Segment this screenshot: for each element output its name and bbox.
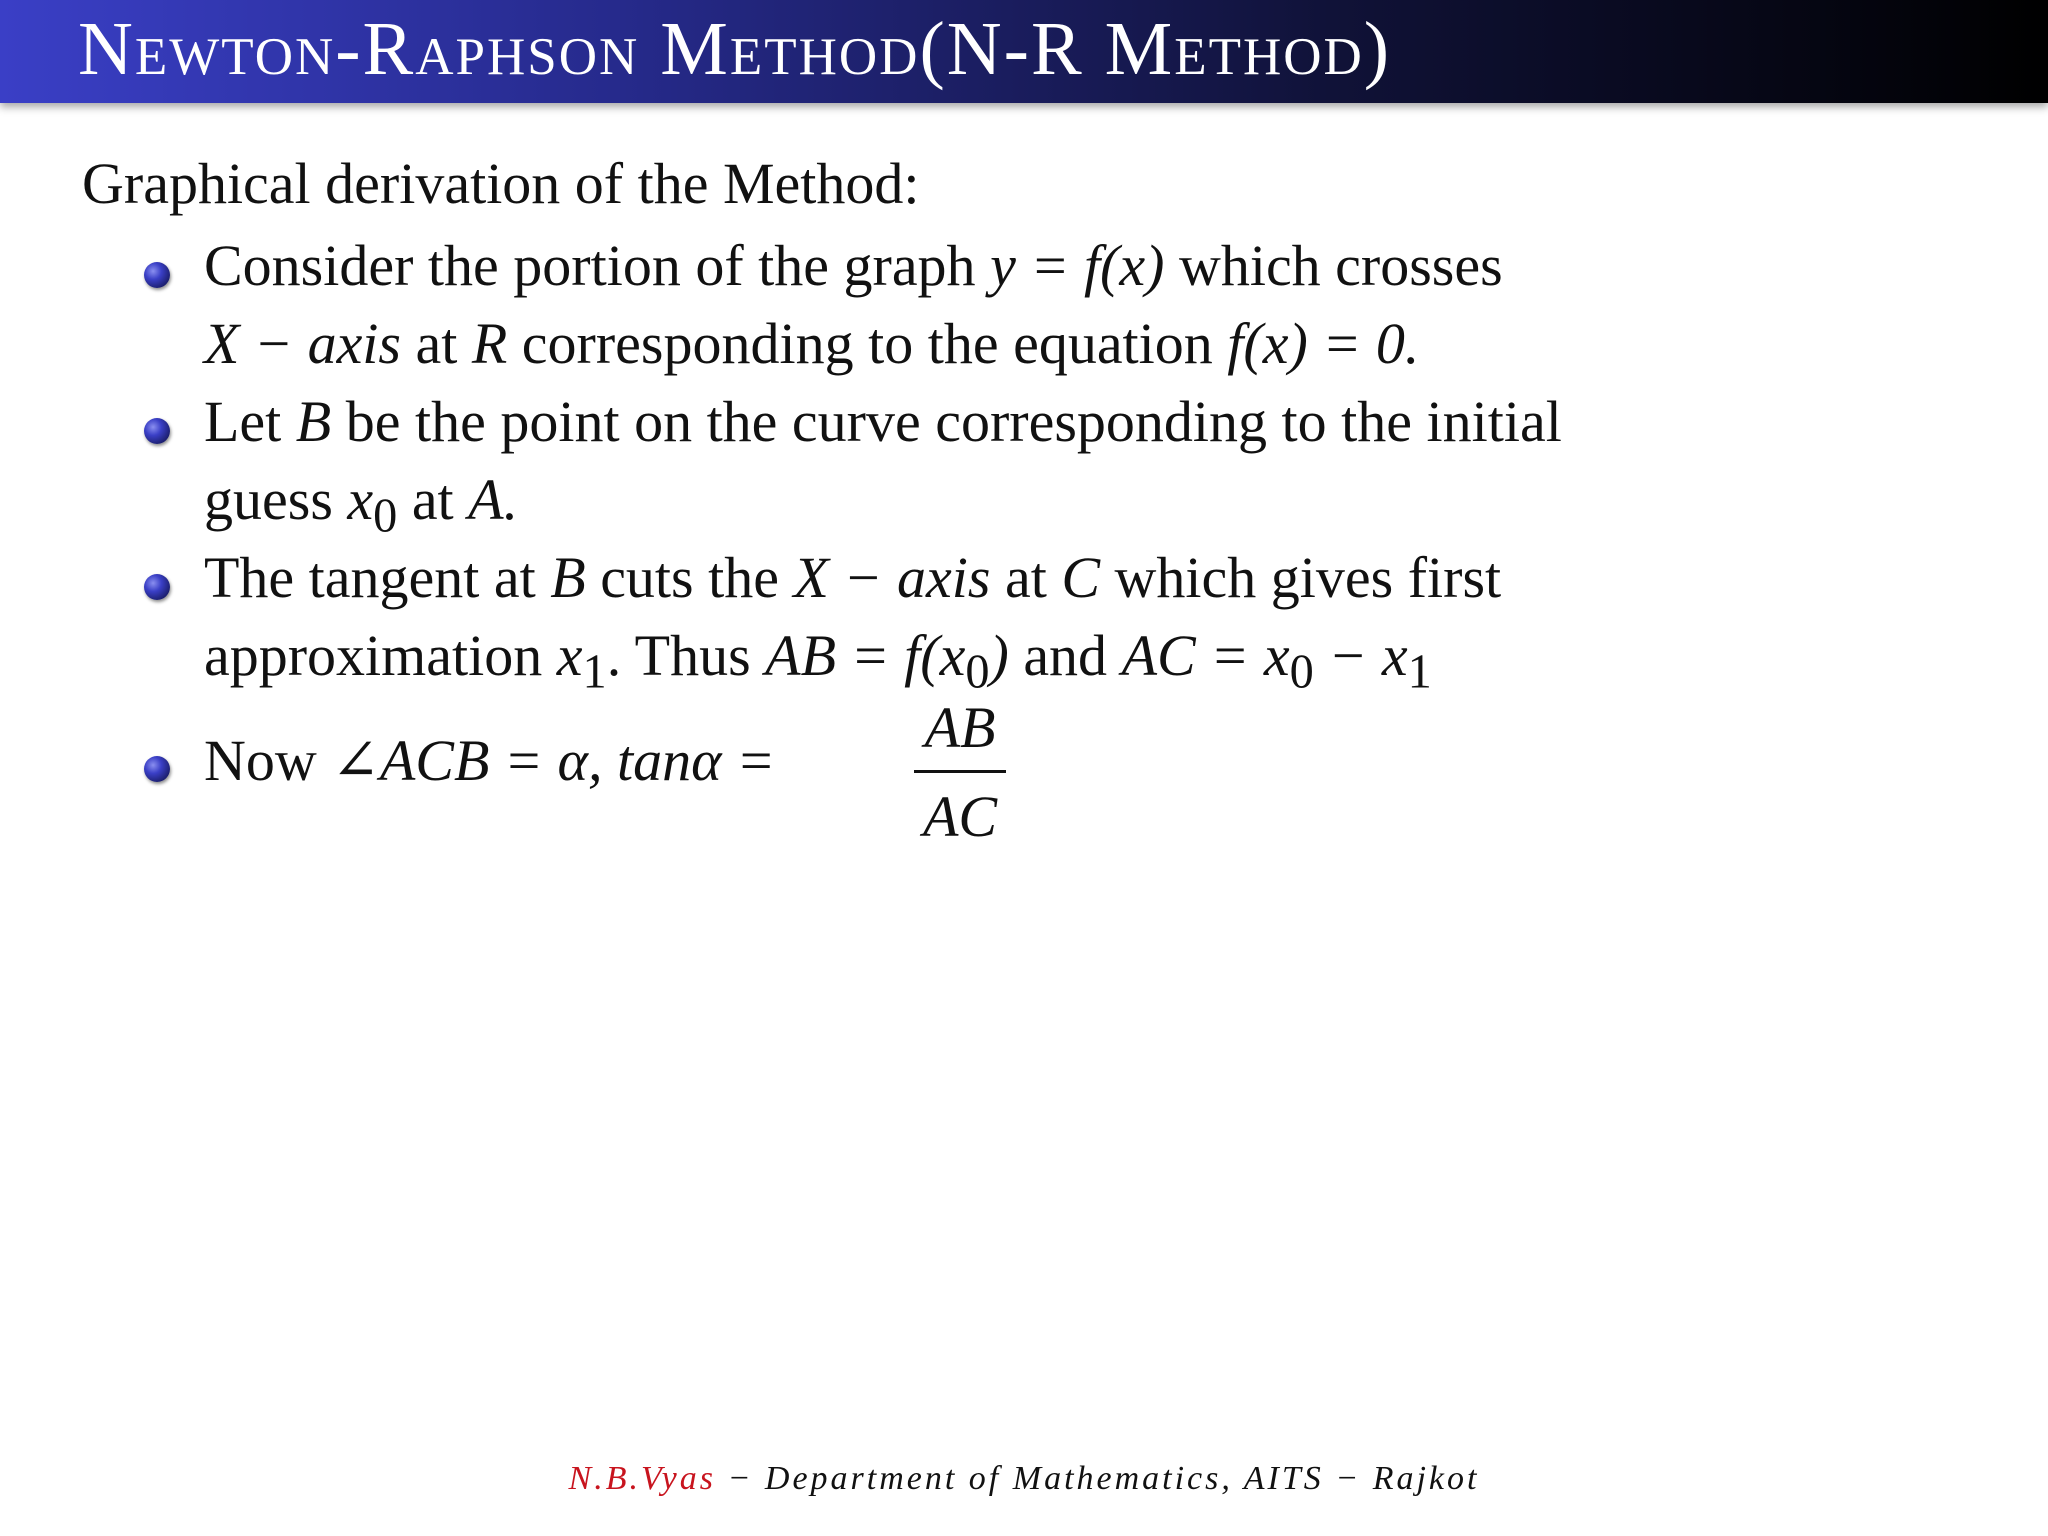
- math: X − axis: [793, 545, 991, 610]
- text: at: [397, 467, 469, 532]
- subscript: 1: [582, 645, 607, 699]
- math: C: [1061, 545, 1101, 610]
- bullet-3-line-2: [204, 622, 1432, 700]
- math: R: [471, 311, 508, 376]
- bullet-icon: [144, 574, 170, 600]
- bullet-1-line-1: [204, 232, 1503, 299]
- footer-department: − Department of Mathematics, AITS − Rajkot: [715, 1460, 1480, 1497]
- fraction-denominator: AC: [922, 784, 998, 849]
- bullet-4-line-1: [204, 726, 775, 794]
- text: at: [990, 545, 1062, 610]
- math: x: [556, 623, 583, 688]
- slide-title: Newton-Raphson Method(N-R Method): [78, 7, 1392, 91]
- math: AB = f(x: [765, 623, 966, 688]
- text: which gives first: [1100, 545, 1502, 610]
- text: Consider the portion of the graph: [204, 233, 991, 298]
- bullet-2-line-1: [204, 388, 1562, 455]
- bullet-icon: [144, 418, 170, 444]
- math: B: [550, 545, 586, 610]
- subscript: 1: [1407, 645, 1432, 699]
- math: A.: [468, 467, 519, 532]
- text: corresponding to the equation: [507, 311, 1228, 376]
- math: ∠ACB = α, tanα =: [331, 728, 776, 793]
- math: y = f(x): [990, 233, 1165, 298]
- text: The tangent at: [204, 545, 551, 610]
- text: . Thus: [606, 623, 766, 688]
- math: X − axis: [204, 311, 401, 376]
- bullet-3-line-1: [204, 544, 1501, 611]
- text: which crosses: [1164, 233, 1503, 298]
- text: Now: [204, 728, 332, 793]
- text: cuts the: [585, 545, 794, 610]
- bullet-icon: [144, 262, 170, 288]
- text: approximation: [204, 623, 557, 688]
- subscript: 0: [1289, 645, 1314, 699]
- fraction-bar: [914, 770, 1006, 773]
- math: x: [347, 467, 374, 532]
- bullet-2-line-2: [204, 466, 518, 544]
- text: at: [401, 311, 472, 376]
- bullet-icon: [144, 756, 170, 782]
- text: guess: [204, 467, 348, 532]
- footer: [0, 1460, 2048, 1498]
- math: AC = x: [1121, 623, 1290, 688]
- bullet-1-line-2: [204, 310, 1419, 377]
- math: B: [295, 389, 332, 454]
- subscript: 0: [965, 645, 990, 699]
- text: be the point on the curve corresponding to the initial: [331, 389, 1562, 454]
- footer-author: N.B.Vyas: [568, 1460, 716, 1497]
- math: ): [989, 623, 1009, 688]
- subscript: 0: [373, 489, 398, 543]
- intro-heading: Graphical derivation of the Method:: [82, 151, 920, 216]
- fraction: [914, 690, 1006, 855]
- text: Let: [204, 389, 296, 454]
- text: and: [1008, 623, 1122, 688]
- math: f(x) = 0.: [1227, 311, 1420, 376]
- fraction-numerator: AB: [924, 695, 996, 760]
- math: − x: [1313, 623, 1408, 688]
